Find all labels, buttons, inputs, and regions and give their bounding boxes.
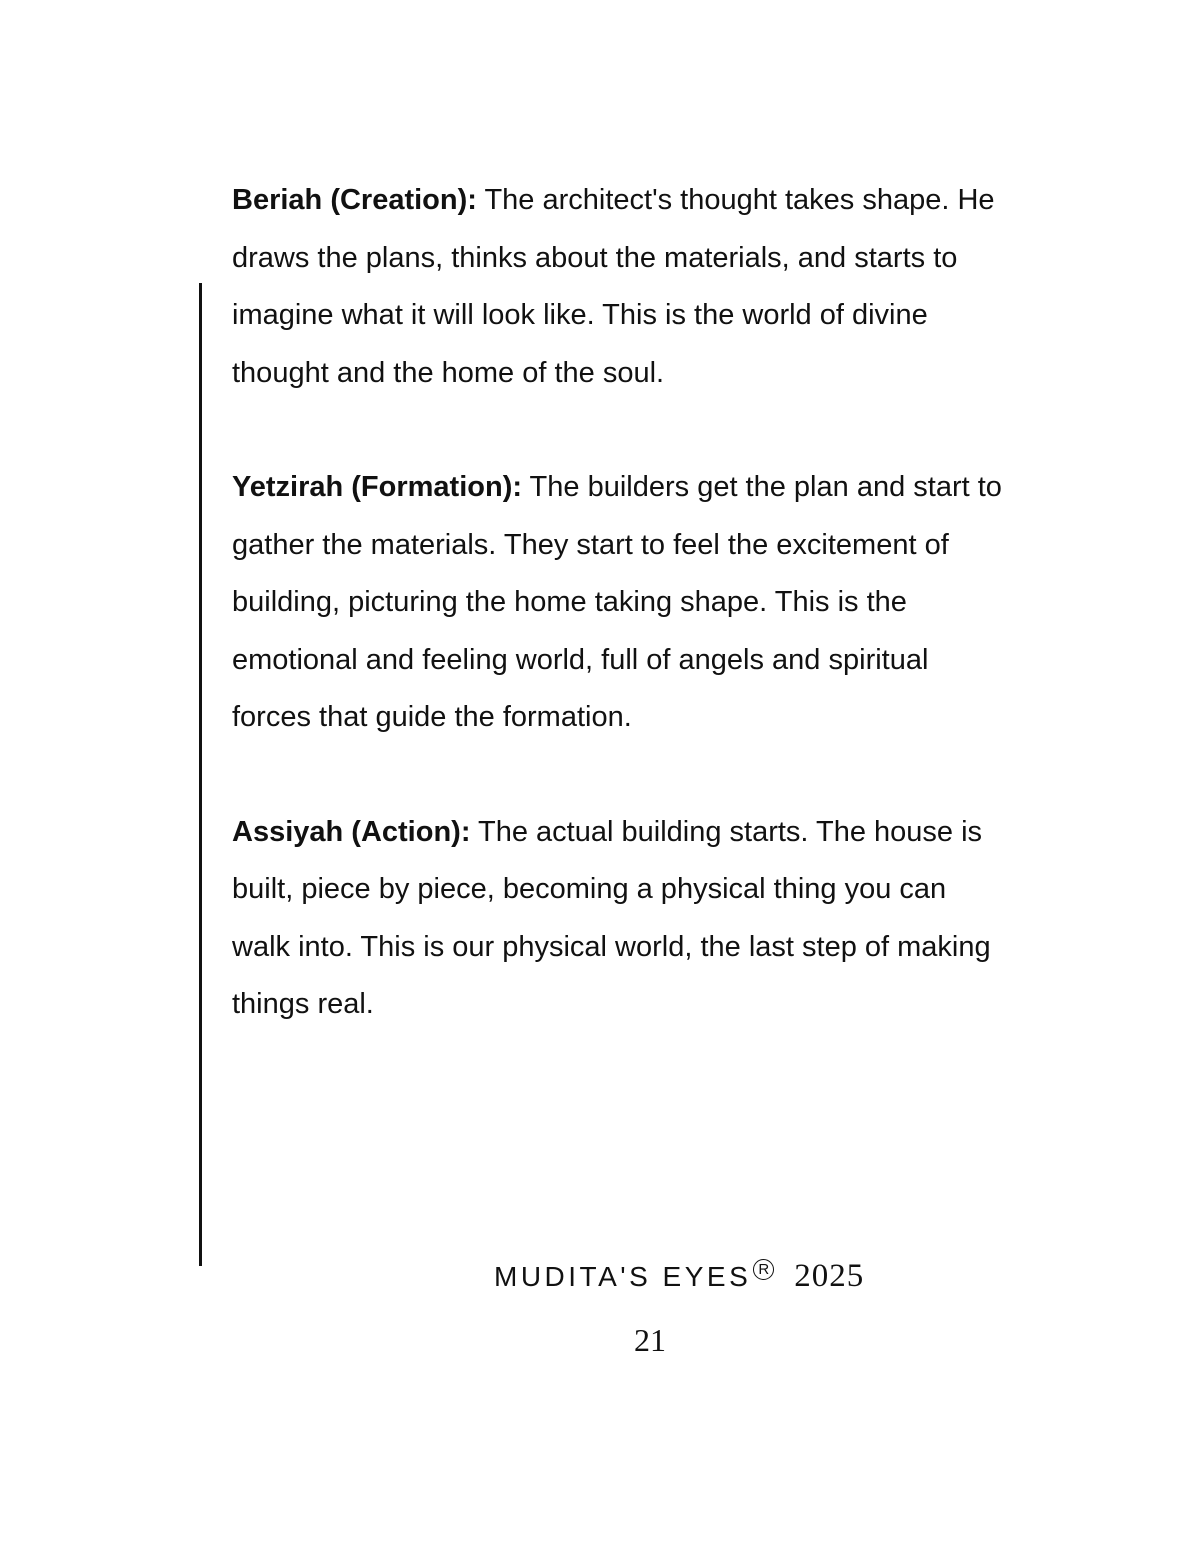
- paragraph-assiyah: [232, 804, 1012, 1034]
- margin-rule: [199, 283, 202, 1266]
- paragraph-yetzirah: [232, 459, 1012, 747]
- description-yetzirah: The builders get the plan and start to gather the materials. They start to feel the excitement of building, picturing the home taking shape. This is the emotional and feeling world, full of angels and spiritual forces that guide the formation.: [232, 471, 1002, 733]
- footer-brand: [494, 1258, 914, 1302]
- page-number: 21: [634, 1322, 666, 1358]
- registered-mark-icon: R: [753, 1259, 774, 1280]
- footer-year: 2025: [794, 1258, 865, 1294]
- term-yetzirah: Yetzirah (Formation):: [232, 471, 523, 503]
- term-assiyah: Assiyah (Action):: [232, 815, 471, 848]
- body-text: [232, 172, 1012, 1091]
- paragraph-beriah: [232, 172, 1012, 402]
- description-assiyah: The actual building starts. The house is built, piece by piece, becoming a physical thing you can walk into. This is our physical world, the last step of making things real.: [232, 815, 991, 1020]
- description-beriah: The architect's thought takes shape. He draws the plans, thinks about the materials, and starts to imagine what it will look like. This is the world of divine thought and the home of the soul.: [232, 184, 995, 389]
- term-beriah: Beriah (Creation):: [232, 184, 477, 216]
- brand-name: MUDITA'S EYES: [494, 1261, 752, 1292]
